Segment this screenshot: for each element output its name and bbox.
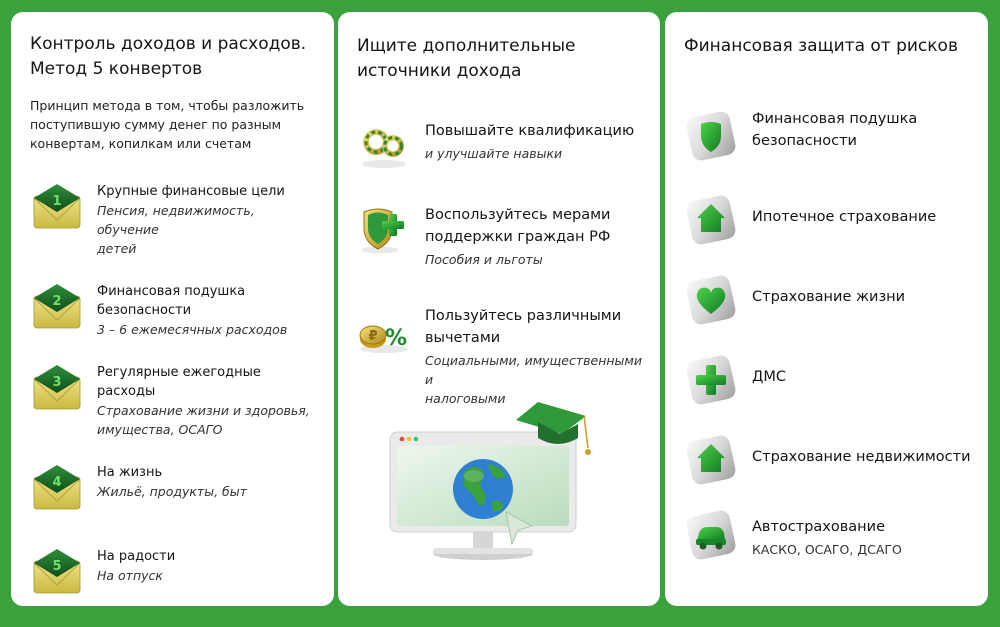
- envelopes-card: [11, 12, 334, 606]
- envelope-item-2: [31, 282, 321, 362]
- envelope-title: Регулярные ежегодные расходы: [97, 365, 261, 399]
- envelope-icon: [31, 363, 83, 411]
- envelopes-card-intro: [30, 96, 304, 153]
- protection-card: [665, 12, 988, 606]
- income-item-subtitle: Пособия и льготы: [425, 252, 543, 267]
- protection-item-title: Страхование недвижимости: [752, 449, 971, 465]
- income-card-title: [357, 34, 576, 84]
- svg-text:₽: ₽: [368, 329, 378, 344]
- income-item-subtitle: налоговыми: [425, 391, 506, 406]
- envelope-item-5: [31, 547, 321, 627]
- svg-text:1: 1: [52, 194, 62, 209]
- envelope-item-1: [31, 182, 321, 262]
- envelope-subtitle: 3 – 6 ежемесячных расходов: [97, 322, 288, 337]
- envelope-subtitle: Пенсия, недвижимость, обучение: [97, 203, 255, 237]
- medical-cross-icon: [683, 352, 739, 408]
- envelope-title: На радости: [97, 549, 176, 564]
- envelope-subtitle: Жильё, продукты, быт: [97, 484, 247, 499]
- income-item-subtitle: и улучшайте навыки: [425, 146, 563, 161]
- envelope-icon: [31, 282, 83, 330]
- income-item-title: вычетами: [425, 330, 501, 346]
- income-item-title: поддержки граждан РФ: [425, 229, 611, 245]
- svg-text:5: 5: [52, 559, 62, 574]
- title-line: Контроль доходов и расходов.: [30, 34, 307, 54]
- envelope-icon: [31, 463, 83, 511]
- house-icon: [683, 192, 739, 248]
- svg-text:2: 2: [52, 294, 62, 309]
- title-line: Метод 5 конвертов: [30, 59, 203, 79]
- envelope-item-4: [31, 463, 321, 543]
- income-item-title: Пользуйтесь различными: [425, 308, 622, 324]
- title-line: источники дохода: [357, 61, 522, 81]
- car-icon: [683, 507, 739, 563]
- protection-item-title: ДМС: [752, 369, 786, 385]
- svg-text:%: %: [384, 326, 408, 351]
- income-item-subtitle: Социальными, имущественными и: [425, 353, 642, 387]
- envelope-title: Финансовая подушка безопасности: [97, 284, 246, 318]
- envelope-title: На жизнь: [97, 465, 163, 480]
- shield-icon: [683, 108, 739, 164]
- protection-card-title: Финансовая защита от рисков: [684, 36, 958, 56]
- intro-line: Принцип метода в том, чтобы разложить: [30, 98, 305, 113]
- protection-item-title: Страхование жизни: [752, 289, 906, 305]
- protection-item-title: Финансовая подушка: [752, 111, 918, 127]
- envelope-title: Крупные финансовые цели: [97, 184, 285, 199]
- shield-plus-icon: [356, 204, 412, 254]
- envelope-subtitle: имущества, ОСАГО: [97, 422, 223, 437]
- envelope-item-3: [31, 363, 321, 443]
- intro-line: конвертам, копилкам или счетам: [30, 136, 252, 151]
- income-card: [338, 12, 660, 606]
- coin-percent-icon: [356, 305, 412, 355]
- monitor-illustration: [388, 394, 638, 574]
- envelope-icon: [31, 547, 83, 595]
- income-item-title: Воспользуйтесь мерами: [425, 207, 611, 223]
- envelope-subtitle: На отпуск: [97, 568, 163, 583]
- heart-icon: [683, 272, 739, 328]
- envelope-subtitle: Страхование жизни и здоровья,: [97, 403, 310, 418]
- title-line: Ищите дополнительные: [357, 36, 576, 56]
- gear-icon: [356, 120, 412, 170]
- envelopes-card-title: [30, 32, 306, 82]
- envelope-icon: [31, 182, 83, 230]
- protection-item-subtitle: КАСКО, ОСАГО, ДСАГО: [752, 542, 902, 557]
- protection-item-title: Автострахование: [752, 519, 885, 535]
- protection-item-title: безопасности: [752, 133, 857, 149]
- intro-line: поступившую сумму денег по разным: [30, 117, 282, 132]
- svg-text:4: 4: [52, 475, 62, 490]
- svg-text:3: 3: [52, 375, 62, 390]
- envelope-subtitle: детей: [97, 241, 137, 256]
- protection-item-title: Ипотечное страхование: [752, 209, 937, 225]
- house-icon: [683, 432, 739, 488]
- income-item-title: Повышайте квалификацию: [425, 123, 635, 139]
